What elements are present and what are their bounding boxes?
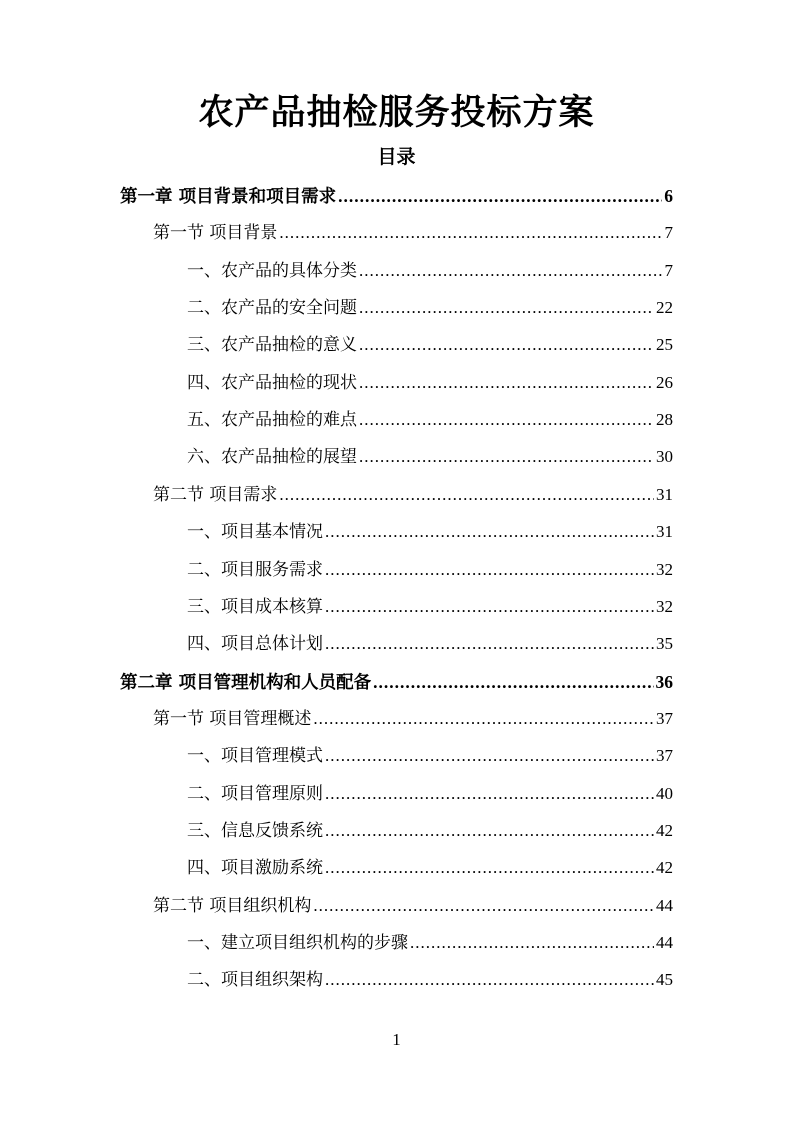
toc-entry-page: 26 <box>656 373 673 392</box>
toc-entry-page: 40 <box>656 784 673 803</box>
toc-entry-label: 六、农产品抽检的展望 <box>187 447 357 467</box>
toc-subsection-entry[interactable] <box>187 332 673 358</box>
toc-subsection-entry[interactable] <box>187 370 673 396</box>
toc-entry-page: 44 <box>656 933 673 952</box>
toc-dot-leader <box>279 220 662 246</box>
toc-entry-page: 22 <box>656 298 673 317</box>
toc-subsection-entry[interactable] <box>187 295 673 321</box>
toc-dot-leader <box>338 183 662 209</box>
toc-entry-label: 第二章 项目管理机构和人员配备 <box>120 673 372 693</box>
toc-entry-label: 一、建立项目组织机构的步骤 <box>187 933 408 953</box>
toc-entry-page: 32 <box>656 597 673 616</box>
toc-dot-leader <box>359 370 654 396</box>
toc-dot-leader <box>325 631 654 657</box>
toc-subsection-entry[interactable] <box>187 855 673 881</box>
toc-entry-page: 42 <box>656 858 673 877</box>
document-title: 农产品抽检服务投标方案 <box>198 92 595 133</box>
toc-dot-leader <box>325 781 654 807</box>
toc-entry-page: 44 <box>656 896 673 915</box>
toc-chapter-entry[interactable] <box>120 183 673 209</box>
toc-entry-label: 一、农产品的具体分类 <box>187 261 357 281</box>
toc-subsection-entry[interactable] <box>187 407 673 433</box>
toc-dot-leader <box>373 669 653 695</box>
toc-entry-page: 7 <box>664 223 673 242</box>
toc-subsection-entry[interactable] <box>187 444 673 470</box>
toc-entry-label: 第一节 项目管理概述 <box>153 709 312 729</box>
toc-entry-label: 二、项目组织架构 <box>187 970 323 990</box>
toc-entry-label: 三、信息反馈系统 <box>187 821 323 841</box>
toc-section-entry[interactable] <box>153 893 673 919</box>
toc-dot-leader <box>359 332 654 358</box>
toc-dot-leader <box>325 855 654 881</box>
toc-entry-label: 一、项目基本情况 <box>187 522 323 542</box>
toc-subsection-entry[interactable] <box>187 967 673 993</box>
toc-subsection-entry[interactable] <box>187 258 673 284</box>
toc-dot-leader <box>279 482 654 508</box>
toc-entry-label: 三、项目成本核算 <box>187 597 323 617</box>
toc-dot-leader <box>325 519 654 545</box>
toc-entry-label: 二、项目管理原则 <box>187 784 323 804</box>
toc-dot-leader <box>325 594 654 620</box>
toc-dot-leader <box>313 893 654 919</box>
toc-dot-leader <box>359 407 654 433</box>
toc-subsection-entry[interactable] <box>187 818 673 844</box>
toc-entry-page: 42 <box>656 821 673 840</box>
toc-dot-leader <box>325 743 654 769</box>
toc-subsection-entry[interactable] <box>187 519 673 545</box>
toc-entry-label: 二、项目服务需求 <box>187 560 323 580</box>
toc-entry-page: 37 <box>656 746 673 765</box>
toc-heading: 目录 <box>377 146 416 168</box>
toc-subsection-entry[interactable] <box>187 930 673 956</box>
toc-section-entry[interactable] <box>153 706 673 732</box>
toc-entry-page: 7 <box>664 261 673 280</box>
toc-entry-page: 31 <box>656 522 673 541</box>
toc-subsection-entry[interactable] <box>187 557 673 583</box>
page-number: 1 <box>392 1030 401 1049</box>
toc-entry-page: 37 <box>656 709 673 728</box>
toc-entry-label: 第一章 项目背景和项目需求 <box>120 187 337 207</box>
toc-entry-label: 四、项目激励系统 <box>187 858 323 878</box>
toc-dot-leader <box>325 818 654 844</box>
toc-dot-leader <box>410 930 654 956</box>
toc-entry-page: 35 <box>656 634 673 653</box>
toc-entry-page: 32 <box>656 560 673 579</box>
toc-chapter-entry[interactable] <box>120 669 673 695</box>
toc-subsection-entry[interactable] <box>187 743 673 769</box>
toc-entry-label: 二、农产品的安全问题 <box>187 298 357 318</box>
toc-entry-label: 第一节 项目背景 <box>153 223 278 243</box>
toc-dot-leader <box>325 557 654 583</box>
toc-entry-page: 45 <box>656 970 673 989</box>
toc-subsection-entry[interactable] <box>187 631 673 657</box>
toc-entry-label: 五、农产品抽检的难点 <box>187 410 357 430</box>
toc-entry-label: 第二节 项目需求 <box>153 485 278 505</box>
toc-entry-page: 30 <box>656 447 673 466</box>
toc-entry-label: 第二节 项目组织机构 <box>153 896 312 916</box>
toc-subsection-entry[interactable] <box>187 594 673 620</box>
toc-dot-leader <box>313 706 654 732</box>
toc-section-entry[interactable] <box>153 482 673 508</box>
toc-entry-page: 31 <box>656 485 673 504</box>
toc-dot-leader <box>325 967 654 993</box>
toc-entry-label: 四、项目总体计划 <box>187 634 323 654</box>
toc-entry-page: 6 <box>664 186 673 206</box>
toc-entry-page: 28 <box>656 410 673 429</box>
toc-entry-page: 36 <box>655 672 673 692</box>
toc-entry-label: 三、农产品抽检的意义 <box>187 335 357 355</box>
toc-dot-leader <box>359 295 654 321</box>
toc-dot-leader <box>359 444 654 470</box>
toc-entry-page: 25 <box>656 335 673 354</box>
toc-subsection-entry[interactable] <box>187 781 673 807</box>
toc-entry-label: 四、农产品抽检的现状 <box>187 373 357 393</box>
toc-entry-label: 一、项目管理模式 <box>187 746 323 766</box>
toc-dot-leader <box>359 258 663 284</box>
toc-section-entry[interactable] <box>153 220 673 246</box>
